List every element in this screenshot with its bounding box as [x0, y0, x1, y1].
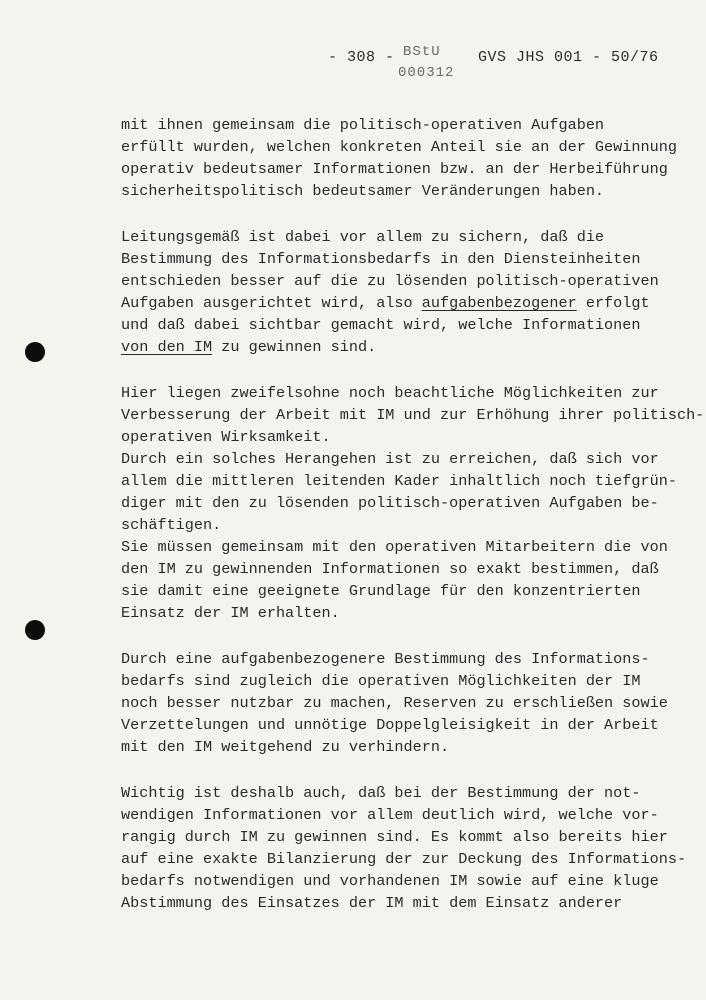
text-line: bedarfs notwendigen und vorhandenen IM sowie auf eine kluge	[121, 872, 659, 890]
text-line: Wichtig ist deshalb auch, daß bei der Bestimmung der not-	[121, 784, 641, 802]
text-line	[121, 292, 706, 314]
text-line: mit ihnen gemeinsam die politisch-operativen Aufgaben	[121, 116, 605, 134]
document-body	[121, 114, 706, 938]
text-line: erfüllt wurden, welchen konkreten Anteil sie an der Gewinnung	[121, 138, 677, 156]
text-line: noch besser nutzbar zu machen, Reserven zu erschließen sowie	[121, 694, 668, 712]
text-segment: Aufgaben ausgerichtet wird, also	[121, 294, 422, 312]
text-line: mit den IM weitgehend zu verhindern.	[121, 738, 450, 756]
text-line: Durch eine aufgabenbezogenere Bestimmung des Informations-	[121, 650, 650, 668]
underlined-text: aufgabenbezogener	[421, 294, 577, 312]
text-line: Abstimmung des Einsatzes der IM mit dem Einsatz anderer	[121, 894, 623, 912]
text-segment: erfolgt	[576, 294, 650, 312]
text-line: operativen Wirksamkeit.	[121, 428, 331, 446]
text-line: Bestimmung des Informationsbedarfs in den Diensteinheiten	[121, 250, 641, 268]
text-line: sicherheitspolitisch bedeutsamer Veränderungen haben.	[121, 182, 605, 200]
text-line: Sie müssen gemeinsam mit den operativen Mitarbeitern die von	[121, 538, 668, 556]
text-line: rangig durch IM zu gewinnen sind. Es kommt also bereits hier	[121, 828, 668, 846]
archive-stamp: BStU	[403, 44, 441, 60]
text-line: auf eine exakte Bilanzierung der zur Deckung des Informations-	[121, 850, 687, 868]
text-line: allem die mittleren leitenden Kader inhaltlich noch tiefgrün-	[121, 472, 677, 490]
text-line: Durch ein solches Herangehen ist zu erreichen, daß sich vor	[121, 450, 659, 468]
text-line: sie damit eine geeignete Grundlage für den konzentrierten	[121, 582, 641, 600]
text-line: operativ bedeutsamer Informationen bzw. an der Herbeiführung	[121, 160, 668, 178]
text-line: diger mit den zu lösenden politisch-operativen Aufgaben be-	[121, 494, 659, 512]
text-line: Leitungsgemäß ist dabei vor allem zu sichern, daß die	[121, 228, 605, 246]
text-line: Hier liegen zweifelsohne noch beachtliche Möglichkeiten zur	[121, 384, 659, 402]
text-line: entschieden besser auf die zu lösenden politisch-operativen	[121, 272, 659, 290]
page-header	[0, 44, 706, 94]
punch-hole	[25, 342, 45, 362]
paragraph	[121, 382, 706, 624]
paragraph	[121, 782, 706, 914]
text-line: bedarfs sind zugleich die operativen Möglichkeiten der IM	[121, 672, 641, 690]
document-reference: GVS JHS 001 - 50/76	[478, 49, 659, 66]
paragraph	[121, 648, 706, 758]
text-line	[121, 336, 706, 358]
text-segment: zu gewinnen sind.	[212, 338, 377, 356]
paragraph	[121, 226, 706, 358]
page-number: - 308 -	[328, 49, 395, 66]
text-line: schäftigen.	[121, 516, 222, 534]
text-line: Verzettelungen und unnötige Doppelgleisigkeit in der Arbeit	[121, 716, 659, 734]
paragraph	[121, 114, 706, 202]
text-line: wendigen Informationen vor allem deutlich wird, welche vor-	[121, 806, 659, 824]
text-line: den IM zu gewinnenden Informationen so exakt bestimmen, daß	[121, 560, 659, 578]
archive-stamp-number: 000312	[398, 65, 455, 81]
underlined-text: von den IM	[121, 338, 213, 356]
text-line: Verbesserung der Arbeit mit IM und zur Erhöhung ihrer politisch-	[121, 406, 705, 424]
text-line: Einsatz der IM erhalten.	[121, 604, 340, 622]
text-line: und daß dabei sichtbar gemacht wird, welche Informationen	[121, 316, 641, 334]
punch-hole	[25, 620, 45, 640]
